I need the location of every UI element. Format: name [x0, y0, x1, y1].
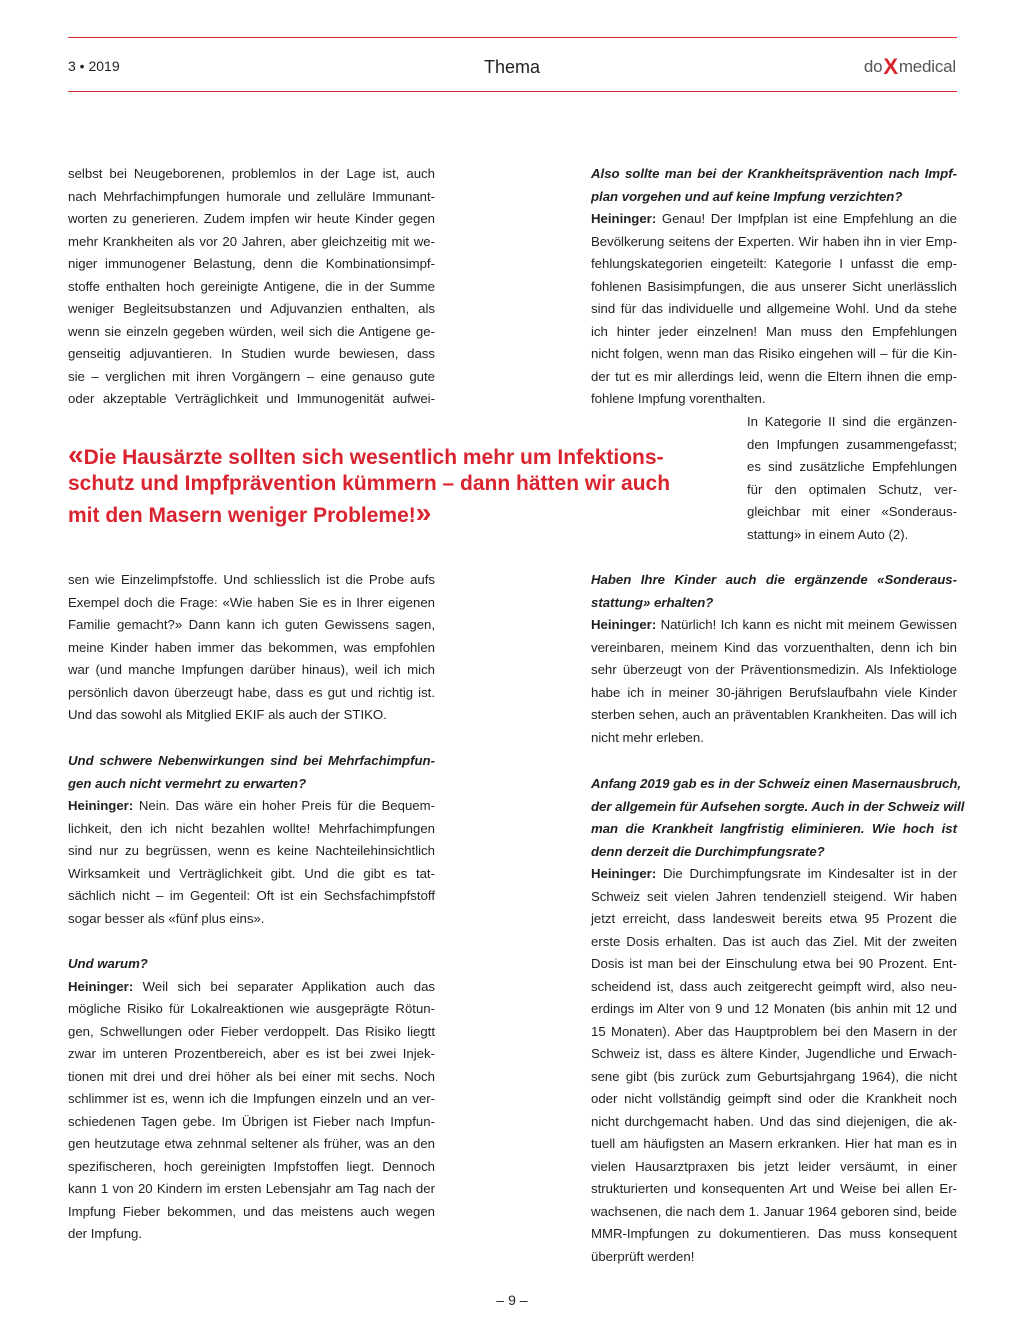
text-line: nicht folgen, wenn man das Risiko eingehen will – für die Kin- [591, 346, 957, 361]
text-line: oder nicht vollständig geimpft sind oder die Krankheit noch [591, 1091, 957, 1106]
text-line: Wirksamkeit und Verträglichkeit gibt. Und die gibt es tat- [68, 865, 435, 881]
text-line: Impfung Fieber bekommen, und das meistens auch wegen [68, 1203, 435, 1219]
text-line: persönlich davon überzeugt habe, dass es gut und richtig ist. [68, 684, 435, 700]
text-line: fohlenen Basisimpfungen, die aus unserer Sicht unerlässlich [591, 278, 957, 294]
text-line: sächlich nicht – im Gegenteil: Oft ist ein Sechsfachimpfstoff [68, 888, 435, 903]
text-line: erste Dosis erhalten. Das ist auch das Ziel. Mit der zweiten [591, 933, 957, 949]
interview-question: plan vorgehen und auf keine Impfung verzichten? [591, 188, 903, 204]
quote-open-mark: « [68, 439, 84, 470]
text-line: überprüft werden! [591, 1248, 695, 1264]
speaker-label: Heininger: [591, 617, 657, 632]
answer-line [591, 614, 957, 637]
text-line: MMR-Impfungen zu dokumentieren. Das muss konsequent [591, 1226, 957, 1241]
header-top-rule [68, 37, 957, 38]
text-line: oder akzeptable Verträglichkeit und Immunogenität aufwei- [68, 391, 435, 406]
article-block2-right-q2 [591, 773, 965, 1268]
text-line: sen wie Einzelimpfstoffe. Und schliesslich ist die Probe aufs [68, 572, 435, 587]
text-line: habe ich in meiner 30-jährigen Berufslaufbahn viele Kinder [591, 684, 957, 700]
text-line: wachsenen, die nach dem 1. Januar 1964 geboren sind, beide [591, 1203, 957, 1219]
text-line: In Kategorie II sind die ergänzen- [747, 414, 957, 429]
text-line: nicht durchgemacht haben. Und das sind diejenigen, die ak- [591, 1113, 957, 1129]
answer-line [591, 208, 957, 231]
interview-question: Also sollte man bei der Krankheitsprävention nach Impf- [591, 166, 957, 181]
article-block2-left [68, 569, 435, 727]
answer-line [591, 863, 957, 886]
answer-text: Genau! Der Impfplan ist eine Empfehlung an die [661, 211, 957, 226]
pull-quote-line [68, 498, 728, 527]
answer-line [68, 795, 435, 818]
text-line: stoffe enthalten hoch gereinigte Antigene, die in der Summe [68, 278, 435, 294]
text-line: zwar im unteren Prozentbereich, aber es ist bei zwei Injek- [68, 1046, 435, 1061]
text-line: es sind zusätzliche Empfehlungen [747, 459, 957, 474]
text-line: Dosis ist man bei der Einschulung etwa bei 90 Prozent. Ent- [591, 956, 957, 971]
speaker-label: Heininger: [68, 798, 134, 813]
text-line: tionen mit drei und drei höher als bei einer mit sechs. Noch [68, 1068, 435, 1084]
text-line: strukturierten und konsequenten Art und Weise bei allen Er- [591, 1181, 957, 1196]
text-line: Familie gemacht?» Dann kann ich guten Gewissens sagen, [68, 617, 435, 632]
text-line: Exempel doch die Frage: «Wie haben Sie es in Ihrer eigenen [68, 594, 435, 610]
logo-x-mark: X [883, 54, 898, 79]
doxmedical-logo [864, 52, 956, 78]
text-line: sehr überzeugt von der Präventionsmedizin. Als Infektiologe [591, 662, 957, 677]
speaker-label: Heininger: [591, 866, 657, 881]
answer-text: Nein. Das wäre ein hoher Preis für die Bequem- [138, 798, 435, 813]
text-line: sie – verglichen mit ihren Vorgängern – eine genauso gute [68, 368, 435, 384]
text-line: genseitig adjuvantieren. In Studien wurde bewiesen, dass [68, 346, 435, 361]
pull-quote-line: schutz und Impfprävention kümmern – dann hätten wir auch [68, 472, 671, 495]
pull-quote-text: mit den Masern weniger Probleme! [68, 504, 416, 527]
header-bottom-rule [68, 91, 957, 92]
interview-question: Und schwere Nebenwirkungen sind bei Mehrfachimpfun- [68, 753, 435, 768]
text-line: schiedenen Tagen gebe. Im Übrigen ist Fieber nach Impfun- [68, 1113, 435, 1129]
text-line: erdings im Alter von 9 und 12 Monaten (bis anhin mit 12 und [591, 1001, 957, 1016]
article-block1-left [68, 163, 435, 411]
speaker-label: Heininger: [591, 211, 657, 226]
text-line: fehlungskategorien eingeteilt: Kategorie I unfasst die emp- [591, 256, 957, 271]
text-line: sind nur zu begrüssen, wenn es keine Nachteilehinsichtlich [68, 843, 435, 858]
text-line: mehr Krankheiten als vor 20 Jahren, aber gleichzeitig mit we- [68, 233, 435, 249]
interview-question: gen auch nicht vermehrt zu erwarten? [68, 775, 307, 791]
text-line: fohlene Impfung vorenthalten. [591, 391, 766, 406]
text-line: gen heutzutage etwa zehnmal seltener als früher, was an den [68, 1136, 435, 1151]
text-line: Schweiz seit vielen Jahren tendenziell steigend. Wir haben [591, 888, 957, 904]
text-line: spezifischeren, hoch gereinigten Impfstoffen liegt. Dennoch [68, 1158, 435, 1174]
text-line: für den optimalen Schutz, ver- [747, 481, 957, 497]
quote-close-mark: » [415, 497, 432, 528]
interview-question: Und warum? [68, 956, 148, 971]
text-line: war (und manche Impfungen darüber hinaus), weil ich mich [68, 662, 435, 677]
text-line: nach Mehrfachimpfungen humorale und zelluläre Immunant- [68, 188, 435, 204]
article-block2-left-q2 [68, 953, 435, 1246]
speaker-label: Heininger: [68, 978, 134, 994]
interview-question: Haben Ihre Kinder auch die ergänzende «Sonderaus- [591, 572, 957, 587]
interview-question: stattung» erhalten? [591, 594, 714, 610]
text-line: gleichbar mit einer «Sonderaus- [747, 504, 957, 519]
text-line: Bevölkerung seitens der Experten. Wir haben ihn in vier Emp- [591, 233, 957, 249]
text-line: der Impfung. [68, 1226, 143, 1241]
logo-text-medical: medical [898, 57, 956, 76]
pull-quote [68, 440, 728, 527]
answer-text: Die Durchimpfungsrate im Kindesalter ist in der [662, 866, 957, 881]
text-line: weniger Begleitsubstanzen und Adjuvanzien enthalten, als [68, 301, 435, 316]
article-block2-left-q1 [68, 750, 435, 930]
answer-line [68, 976, 435, 999]
text-line: sind für das individuelle und allgemeine Wohl. Und da stehe [591, 301, 957, 316]
text-line: lichkeit, den ich nicht bezahlen wollte! Mehrfachimpfungen [68, 820, 435, 836]
text-line: meine Kinder haben immer das bekommen, was empfohlen [68, 639, 435, 655]
text-line: nicht mehr erleben. [591, 729, 704, 745]
issue-number: 3 • 2019 [68, 58, 120, 74]
interview-question: man die Krankheit langfristig eliminieren. Wie hoch ist [591, 821, 957, 836]
text-line: niger immunogener Belastung, denn die Kombinationsimpf- [68, 256, 435, 271]
logo-text-do: do [863, 57, 883, 76]
text-line: vielen Hausarztpraxen bis jetzt leider versäumt, in einer [591, 1158, 957, 1174]
text-line: selbst bei Neugeborenen, problemlos in der Lage ist, auch [68, 166, 435, 181]
text-line: ich hinter jeder einzelnen! Man muss den Empfehlungen [591, 323, 957, 339]
text-line: gen, Schwellungen oder Fieber verdoppelt. Das Risiko liegtt [68, 1023, 435, 1039]
interview-question: denn derzeit die Durchimpfungsrate? [591, 843, 825, 859]
text-line: kann 1 von 20 Kindern im ersten Lebensjahr am Tag nach der [68, 1181, 435, 1196]
text-line: sterben sehen, auch an präventablen Krankheiten. Das will ich [591, 707, 957, 722]
text-line: jetzt erreicht, dass landesweit bereits etwa 95 Prozent die [591, 911, 957, 926]
interview-question: der allgemein für Aufsehen sorgte. Auch in der Schweiz will [591, 798, 965, 814]
text-line: stattung» in einem Auto (2). [747, 526, 909, 542]
page-number: – 9 – [496, 1292, 528, 1308]
article-block1-right [591, 163, 957, 411]
text-line: wenn sie einzeln gegeben würden, weil sich die Antigene ge- [68, 323, 435, 339]
article-aside-continuation [747, 411, 957, 546]
text-line: mögliche Risiko für Lokalreaktionen wie ausgeprägte Rötun- [68, 1001, 435, 1016]
text-line: den Impfungen zusammengefasst; [747, 436, 957, 452]
text-line: Schweiz ist, dass es ältere Kinder, Jugendliche und Erwach- [591, 1046, 957, 1061]
text-line: 15 Monaten). Aber das Hauptproblem bei den Masern in der [591, 1023, 957, 1039]
text-line: vereinbaren, meinem Kind das vorzuenthalten, denn ich bin [591, 639, 957, 655]
section-title: Thema [483, 57, 541, 77]
pull-quote-line [68, 440, 728, 469]
text-line: scheidend ist, dass auch zeitgerecht geimpft wird, also neu- [591, 978, 957, 994]
text-line: schlimmer ist es, wenn ich die Impfungen einzeln und an ver- [68, 1091, 435, 1106]
text-line: tuell am häufigsten an Masern erkranken. Hier hat man es in [591, 1136, 957, 1151]
text-line: der tut es mir allerdings leid, wenn die Eltern ihnen die emp- [591, 368, 957, 384]
text-line: worten zu generieren. Zudem impfen wir heute Kinder gegen [68, 211, 435, 226]
answer-text: Weil sich bei separater Applikation auch das [142, 978, 436, 994]
text-line: Und das sowohl als Mitglied EKIF als auch der STIKO. [68, 707, 387, 722]
text-line: sogar besser als «fünf plus eins». [68, 910, 265, 926]
answer-text: Natürlich! Ich kann es nicht mit meinem Gewissen [660, 617, 957, 632]
text-line: sene gibt (bis zurück zum Geburtsjahrgang 1964), die nicht [591, 1068, 957, 1084]
interview-question: Anfang 2019 gab es in der Schweiz einen Masernausbruch, [591, 776, 962, 791]
article-block2-right-q1 [591, 569, 957, 749]
pull-quote-text: Die Hausärzte sollten sich wesentlich mehr um Infektions- [83, 446, 664, 469]
